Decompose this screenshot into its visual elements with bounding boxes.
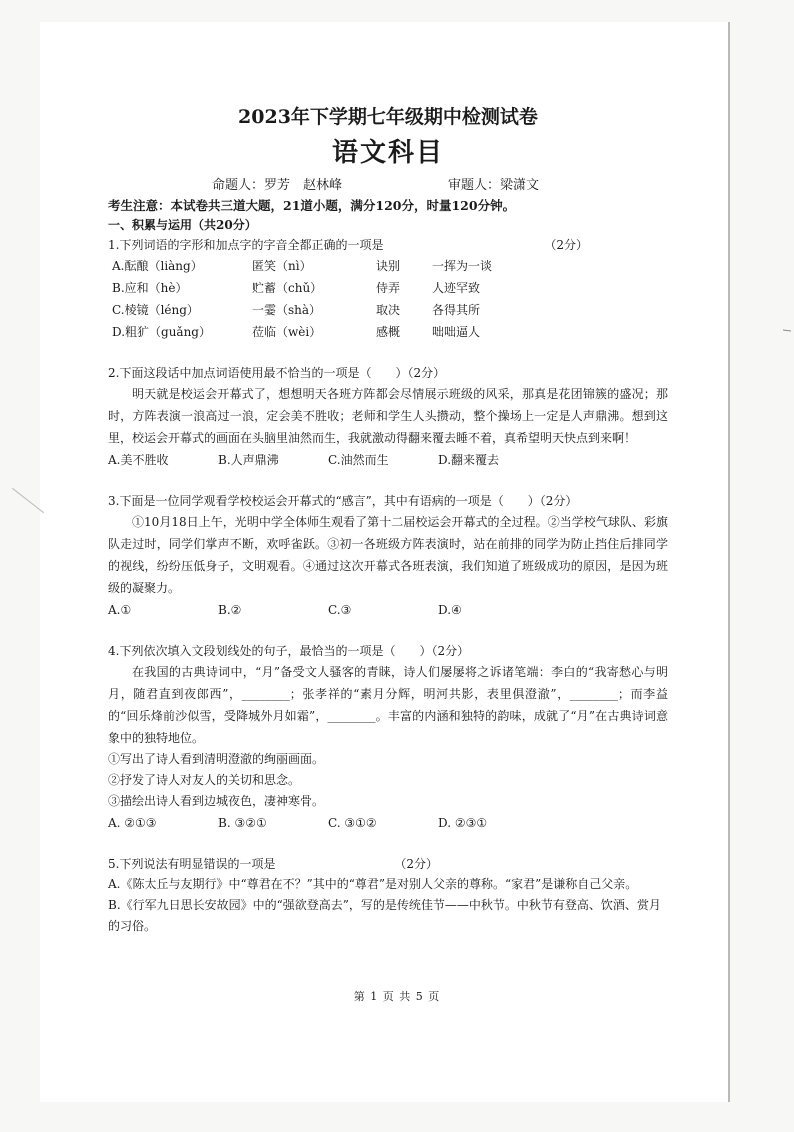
option-a: A.①	[108, 603, 132, 617]
question-1	[108, 235, 668, 343]
option-cell: 人迹罕致	[432, 281, 481, 295]
option-cell: C.棱镜（léng）	[112, 303, 199, 317]
option-b: B.人声鼎沸	[218, 453, 279, 467]
option-b: B.②	[218, 603, 242, 617]
exam-notice: 考生注意：本试卷共三道大题，21道小题，满分120分，时量120分钟。	[108, 198, 516, 213]
option-a: A.《陈太丘与友期行》中“尊君在不？”其中的“尊君”是对别人父亲的尊称。“家君”是谦称自己父亲。	[108, 877, 638, 891]
option-b: B.《行军九日思长安故园》中的“强欲登高去”，写的是传统佳节——中秋节。中秋节有登高、饮酒、赏月的习俗。	[108, 898, 661, 933]
question-2	[108, 363, 668, 471]
option-cell: B.应和（hè）	[112, 281, 188, 295]
question-passage: 在我国的古典诗词中，“月”备受文人骚客的青睐，诗人们屡屡将之诉诸笔端：李白的“我寄愁心与明月，随君直到夜郎西”，________；张孝祥的“素月分辉，明河共影，表里俱澄澈”，________；而李益的“回乐烽前沙似雪，受降城外月如霜”，________。丰富的内涵和独特的韵味，成就了“月”在古典诗词意象中的独特地位。	[108, 665, 668, 745]
option-cell: 匿笑（nì）	[252, 259, 312, 273]
question-4	[108, 641, 668, 834]
section-heading: 一、积累与运用（共20分）	[108, 218, 257, 232]
option-a: A.美不胜收	[108, 453, 169, 467]
option-b: B. ③②①	[218, 816, 267, 830]
proposer: 命题人：罗芳 赵林峰	[212, 178, 343, 193]
option-cell: 一挥为一谈	[432, 259, 493, 273]
option-cell: 诀别	[376, 259, 401, 273]
option-a: A. ②①③	[108, 816, 157, 830]
question-stem: 4.下列依次填入文段划线处的句子，最恰当的一项是（ ）（2分）	[108, 644, 470, 658]
subject-title: 语文科目	[331, 138, 444, 168]
question-stem: 5.下列说法有明显错误的一项是 （2分）	[108, 857, 438, 871]
option-cell: 感概	[376, 325, 401, 339]
option-row	[108, 812, 668, 834]
question-passage: 明天就是校运会开幕式了，想想明天各班方阵都会尽情展示班级的风采，那真是花团锦簇的盛况；那时，方阵表演一浪高过一浪，定会美不胜收；老师和学生人头攒动，整个操场上一定是人声鼎沸。想到这里，校运会开幕式的画面在头脑里油然而生，我就激动得翻来覆去睡不着，真希望明天快点到来啊！	[108, 387, 668, 445]
authors-line	[212, 176, 668, 196]
option-c: C. ③①②	[328, 816, 377, 830]
option-c: C.③	[328, 603, 352, 617]
option-cell: 一霎（shà）	[252, 303, 322, 317]
option-d: D.翻来覆去	[438, 453, 500, 467]
option-cell: 贮蓄（chǔ）	[252, 281, 323, 295]
option-d: D. ②③①	[438, 816, 488, 830]
question-passage: ①10月18日上午，光明中学全体师生观看了第十二届校运会开幕式的全过程。②当学校气球队、彩旗队走过时，同学们掌声不断，欢呼雀跃。③初一各班级方阵表演时，站在前排的同学为防止挡住后排同学的视线，纷纷压低身子，文明观看。④通过这次开幕式各班表演，我们知道了班级成功的原因，是因为班级的凝聚力。	[108, 515, 668, 595]
option-grid	[112, 255, 668, 343]
scan-mark	[783, 329, 791, 331]
sentence-1: ①写出了诗人看到清明澄澈的绚丽画面。	[108, 752, 325, 766]
reviewer: 审题人：梁潇文	[448, 178, 540, 193]
exam-content	[108, 102, 668, 937]
option-d: D.④	[438, 603, 462, 617]
question-stem: 1.下列词语的字形和加点字的字音全都正确的一项是 （2分）	[108, 238, 588, 252]
sentence-2: ②抒发了诗人对友人的关切和思念。	[108, 773, 301, 787]
option-row	[108, 449, 668, 471]
option-c: C.油然而生	[328, 453, 389, 467]
option-cell: 各得其所	[432, 303, 481, 317]
option-cell: A.酝酿（liàng）	[112, 259, 203, 273]
option-cell: D.粗犷（guǎng）	[112, 325, 211, 339]
question-stem: 2.下面这段话中加点词语使用最不恰当的一项是（ ）（2分）	[108, 366, 446, 380]
exam-title: 2023年下学期七年级期中检测试卷	[238, 106, 538, 128]
question-stem: 3.下面是一位同学观看学校校运会开幕式的“感言”，其中有语病的一项是（ ）（2分）	[108, 494, 578, 508]
option-cell: 莅临（wèi）	[252, 325, 322, 339]
sentence-3: ③描绘出诗人看到边城夜色，凄神寒骨。	[108, 794, 325, 808]
question-3	[108, 491, 668, 621]
option-cell: 咄咄逼人	[432, 325, 481, 339]
page-number: 第 1 页 共 5 页	[353, 990, 441, 1003]
option-cell: 取决	[376, 303, 401, 317]
question-5	[108, 854, 668, 937]
option-cell: 侍弄	[376, 281, 401, 295]
option-row	[108, 599, 668, 621]
